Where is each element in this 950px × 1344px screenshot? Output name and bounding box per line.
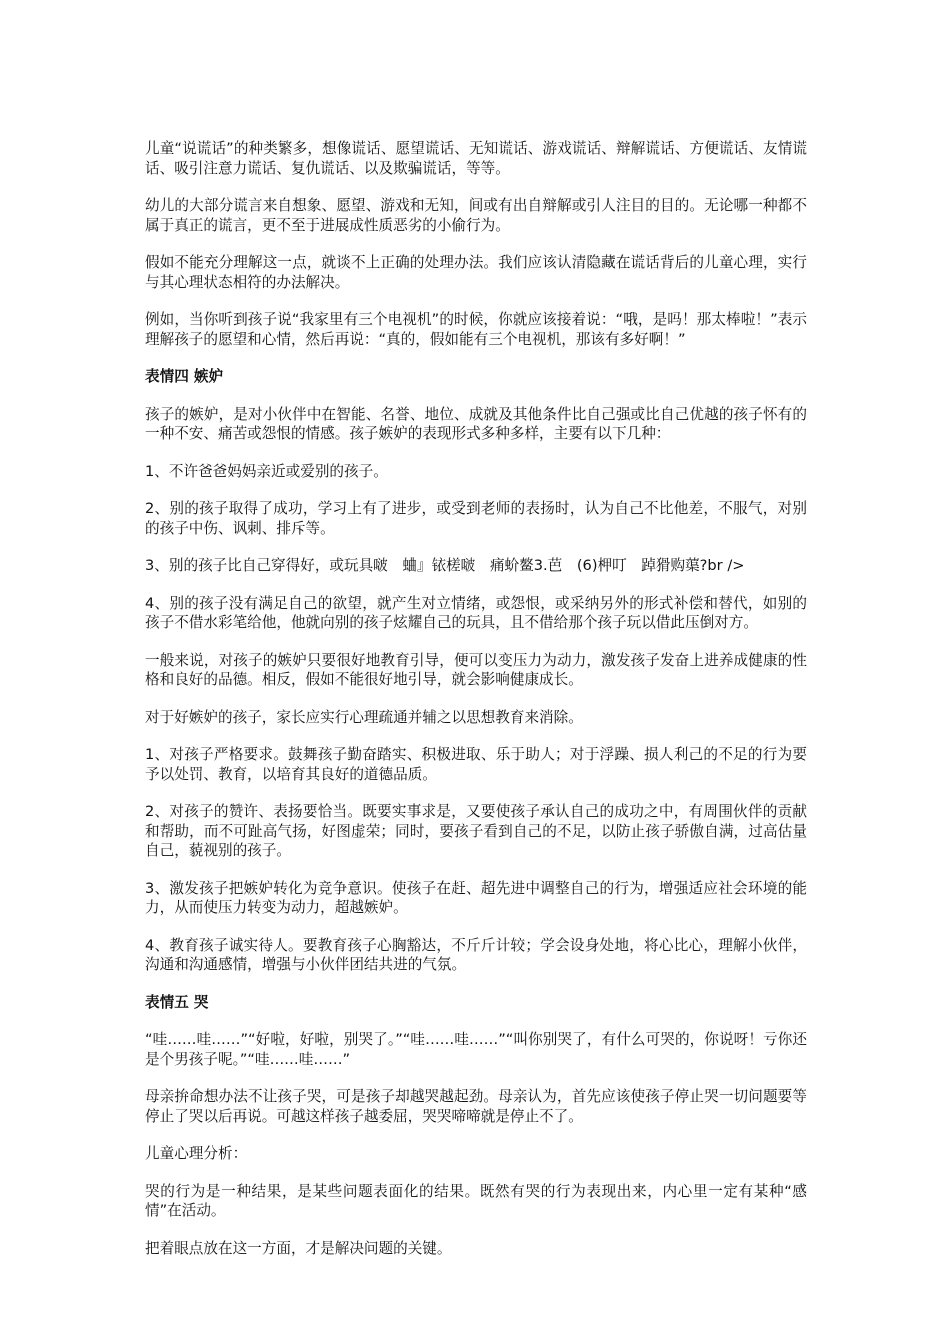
list-item-method-4: 4、教育孩子诚实待人。要教育孩子心胸豁达，不斤斤计较；学会设身处地，将心比心，理解小伙伴，沟通和沟通感情，增强与小伙伴团结共进的气氛。 xyxy=(145,936,807,973)
document-page xyxy=(145,139,807,1276)
list-item-method-1: 1、对孩子严格要求。鼓舞孩子勤奋踏实、积极进取、乐于助人；对于浮躁、损人利己的不足的行为要予以处罚、教育，以培育其良好的道德品质。 xyxy=(145,746,807,783)
section-heading-crying: 表情五 哭 xyxy=(145,993,209,1011)
paragraph-lie-types: 儿童“说谎话”的种类繁多，想像谎话、愿望谎话、无知谎话、游戏谎话、辩解谎话、方便谎话、友情谎话、吸引注意力谎话、复仇谎话、以及欺骗谎话，等等。 xyxy=(145,140,807,177)
paragraph-mother-attempt: 母亲拚命想办法不让孩子哭，可是孩子却越哭越起劲。母亲认为，首先应该使孩子停止哭一切问题要等停止了哭以后再说。可越这样孩子越委屈，哭哭啼啼就是停止不了。 xyxy=(145,1088,807,1125)
list-item-method-2: 2、对孩子的赞许、表扬要恰当。既要实事求是，又要使孩子承认自己的成功之中，有周围伙伴的贡献和帮助，而不可趾高气扬，好图虚荣；同时，要孩子看到自己的不足，以防止孩子骄傲自满，过高估量自己，藐视别的孩子。 xyxy=(145,803,807,859)
paragraph-understanding: 假如不能充分理解这一点，就谈不上正确的处理办法。我们应该认清隐藏在谎话背后的儿童心理，实行与其心理状态相符的办法解决。 xyxy=(145,254,807,291)
list-item-jealousy-1: 1、不许爸爸妈妈亲近或爱别的孩子。 xyxy=(145,462,388,480)
section-heading-jealousy: 表情四 嫉妒 xyxy=(145,368,224,385)
paragraph-key-point: 把着眼点放在这一方面，才是解决问题的关键。 xyxy=(145,1239,452,1257)
list-item-jealousy-4: 4、别的孩子没有满足自己的欲望，就产生对立情绪，或怨恨，或采纳另外的形式补偿和替代，如别的孩子不借水彩笔给他，他就向别的孩子炫耀自己的玩具，且不借给那个孩子玩以借此压倒对方。 xyxy=(145,594,807,631)
list-item-method-3: 3、激发孩子把嫉妒转化为竞争意识。使孩子在赶、超先进中调整自己的行为，增强适应社会环境的能力，从而使压力转变为动力，超越嫉妒。 xyxy=(145,879,807,916)
paragraph-parent-approach: 对于好嫉妒的孩子，家长应实行心理疏通并辅之以思想教育来消除。 xyxy=(145,708,583,726)
paragraph-crying-analysis: 哭的行为是一种结果，是某些问题表面化的结果。既然有哭的行为表现出来，内心里一定有某种“感情”在活动。 xyxy=(145,1182,807,1219)
paragraph-analysis-label: 儿童心理分析： xyxy=(145,1145,248,1162)
paragraph-crying-dialogue: “哇……哇……”“好啦，好啦，别哭了。”“哇……哇……”“叫你别哭了，有什么可哭的，你说呀！亏你还是个男孩子呢。”“哇……哇……” xyxy=(145,1031,807,1068)
paragraph-tv-example: 例如，当你听到孩子说“我家里有三个电视机”的时候，你就应该接着说：“哦，是吗！那太棒啦！”表示理解孩子的愿望和心情，然后再说：“真的，假如能有三个电视机，那该有多好啊！” xyxy=(145,311,807,348)
paragraph-jealousy-guidance: 一般来说，对孩子的嫉妒只要很好地教育引导，便可以变压力为动力，激发孩子发奋上进养成健康的性格和良好的品德。相反，假如不能很好地引导，就会影响健康成长。 xyxy=(145,651,807,688)
list-item-jealousy-3: 3、别的孩子比自己穿得好，或玩具啵 蛐』铱槎啵 痛蚧鳌3.芭 (6)柙叮 踔猾购蕖?br /> xyxy=(145,557,745,574)
list-item-jealousy-2: 2、别的孩子取得了成功，学习上有了进步，或受到老师的表扬时，认为自己不比他差，不服气，对别的孩子中伤、讽刺、排斥等。 xyxy=(145,500,807,537)
paragraph-lie-sources: 幼儿的大部分谎言来自想象、愿望、游戏和无知，间或有出自辩解或引人注目的目的。无论哪一种都不属于真正的谎言，更不至于进展成性质恶劣的小偷行为。 xyxy=(145,197,807,234)
paragraph-jealousy-definition: 孩子的嫉妒，是对小伙伴中在智能、名誉、地位、成就及其他条件比自己强或比自己优越的孩子怀有的一种不安、痛苦或怨恨的情感。孩子嫉妒的表现形式多种多样，主要有以下几种： xyxy=(145,405,807,442)
